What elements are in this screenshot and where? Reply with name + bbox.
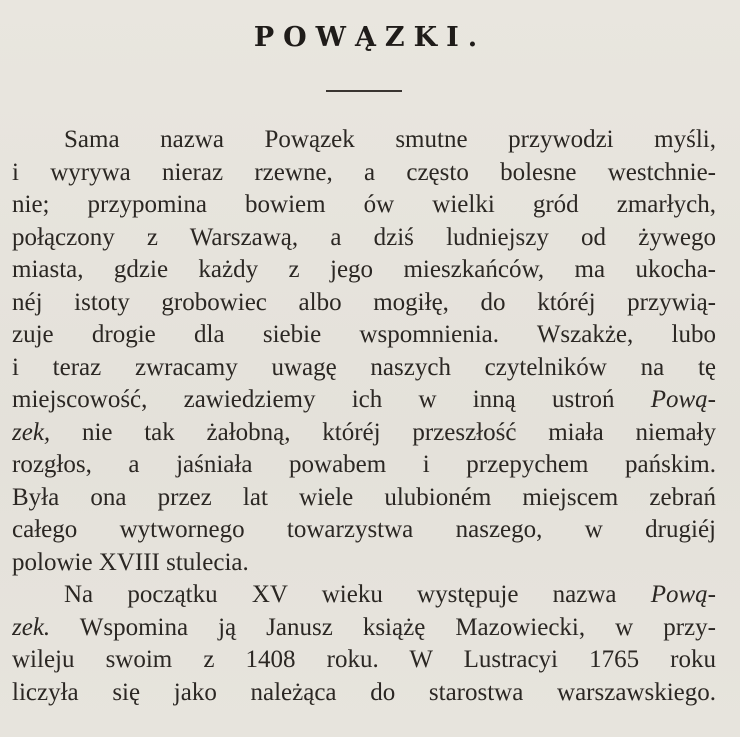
italic-place-name: zek, [12,418,51,446]
text-line: polowie XVIII stulecia. [12,548,249,576]
text-segment: miejscowość, zawiedziemy ich w inną ustroń [12,386,615,413]
text-line: rozgłos, a jaśniała powabem i przepychem pańskim. [12,451,716,478]
text-line: néj istoty grobowiec albo mogiłę, do któréj przywią- [12,288,716,316]
text-line [12,612,716,645]
italic-place-name: Pową- [650,386,716,413]
page-title: POWĄZKI. [253,22,487,53]
text-line: połączony z Warszawą, a dziś ludniejszy od żywego [12,223,716,251]
text-line: i wyrywa nieraz rzewne, a często bolesne westchnie- [12,158,716,186]
text-segment: Na początku XV wieku występuje nazwa [64,581,617,608]
italic-place-name: zek. [12,613,51,641]
text-segment: Wspomina ją Janusz książę Mazowiecki, w przy- [79,613,716,641]
title-rule [326,90,402,92]
text-line: całego wytwornego towarzystwa naszego, w drugiéj [12,516,716,543]
text-line: miasta, gdzie każdy z jego mieszkańców, ma ukocha- [12,256,716,283]
text-line: nie; przypomina bowiem ów wielki gród zmarłych, [12,191,716,218]
text-segment: nie tak żałobną, któréj przeszłość miała niemały [81,418,716,446]
text-line: Była ona przez lat wiele ulubioném miejscem zebrań [12,483,716,511]
text-line: zuje drogie dla siebie wspomnienia. Wszakże, lubo [12,321,716,348]
text-line: Sama nazwa Powązek smutne przywodzi myśli, [64,126,716,153]
text-line [12,579,716,612]
text-line: i teraz zwracamy uwagę naszych czytelników na tę [12,353,716,381]
text-line: liczyła się jako należąca do starostwa warszawskiego. [12,678,716,706]
body-text [12,124,716,709]
text-line [12,417,716,450]
text-line [12,384,716,417]
italic-place-name: Pową- [650,581,716,608]
text-line: wileju swoim z 1408 roku. W Lustracyi 1765 roku [12,646,716,673]
